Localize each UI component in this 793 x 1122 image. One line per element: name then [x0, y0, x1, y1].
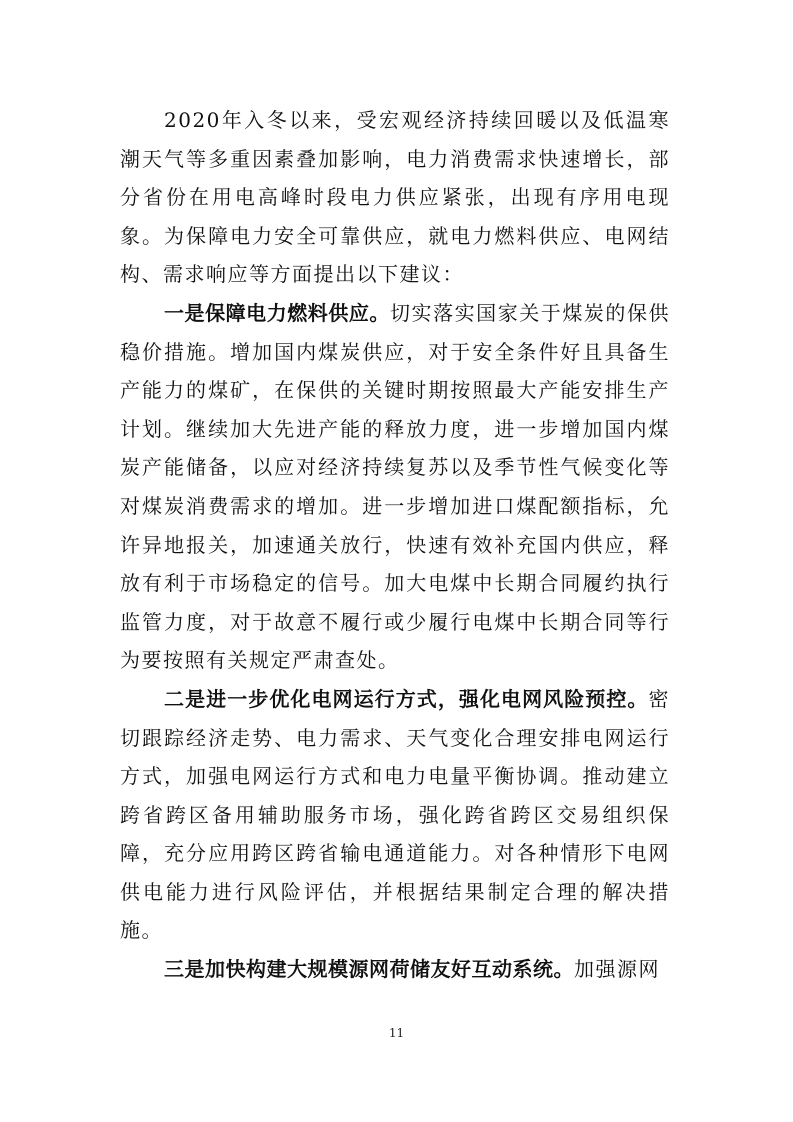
paragraph-source-grid-load-storage — [120, 950, 670, 989]
paragraph-lead: 三是加快构建大规模源网荷储友好互动系统。 — [164, 957, 574, 982]
paragraph-text: 2020年入冬以来，受宏观经济持续回暖以及低温寒潮天气等多重因素叠加影响，电力消费需求快速增长，部分省份在用电高峰时段电力供应紧张，出现有序用电现象。为保障电力安全可靠供应，就电力燃料供应、电网结构、需求响应等方面提出以下建议： — [120, 108, 670, 287]
paragraph-intro — [120, 101, 670, 294]
paragraph-lead: 二是进一步优化电网运行方式，强化电网风险预控。 — [164, 686, 649, 711]
paragraph-text: 加强源网 — [574, 957, 660, 982]
paragraph-text: 切实落实国家关于煤炭的保供稳价措施。增加国内煤炭供应，对于安全条件好且具备生产能力的煤矿，在保供的关键时期按照最大产能安排生产计划。继续加大先进产能的释放力度，进一步增加国内煤炭产能储备，以应对经济持续复苏以及季节性气候变化等对煤炭消费需求的增加。进一步增加进口煤配额指标，允许异地报关，加速通关放行，快速有效补充国内供应，释放有利于市场稳定的信号。加大电煤中长期合同履约执行监管力度，对于故意不履行或少履行电煤中长期合同等行为要按照有关规定严肃查处。 — [120, 300, 671, 673]
paragraph-fuel-supply — [120, 294, 670, 680]
paragraph-text: 密切跟踪经济走势、电力需求、天气变化合理安排电网运行方式，加强电网运行方式和电力电量平衡协调。推动建立跨省跨区备用辅助服务市场，强化跨省跨区交易组织保障，充分应用跨区跨省输电通道能力。对各种情形下电网供电能力进行风险评估，并根据结果制定合理的解决措施。 — [120, 686, 670, 943]
paragraph-lead: 一是保障电力燃料供应。 — [164, 300, 390, 325]
paragraph-grid-operation — [120, 680, 670, 950]
page-number: 11 — [388, 1026, 405, 1040]
body-text — [120, 101, 670, 989]
